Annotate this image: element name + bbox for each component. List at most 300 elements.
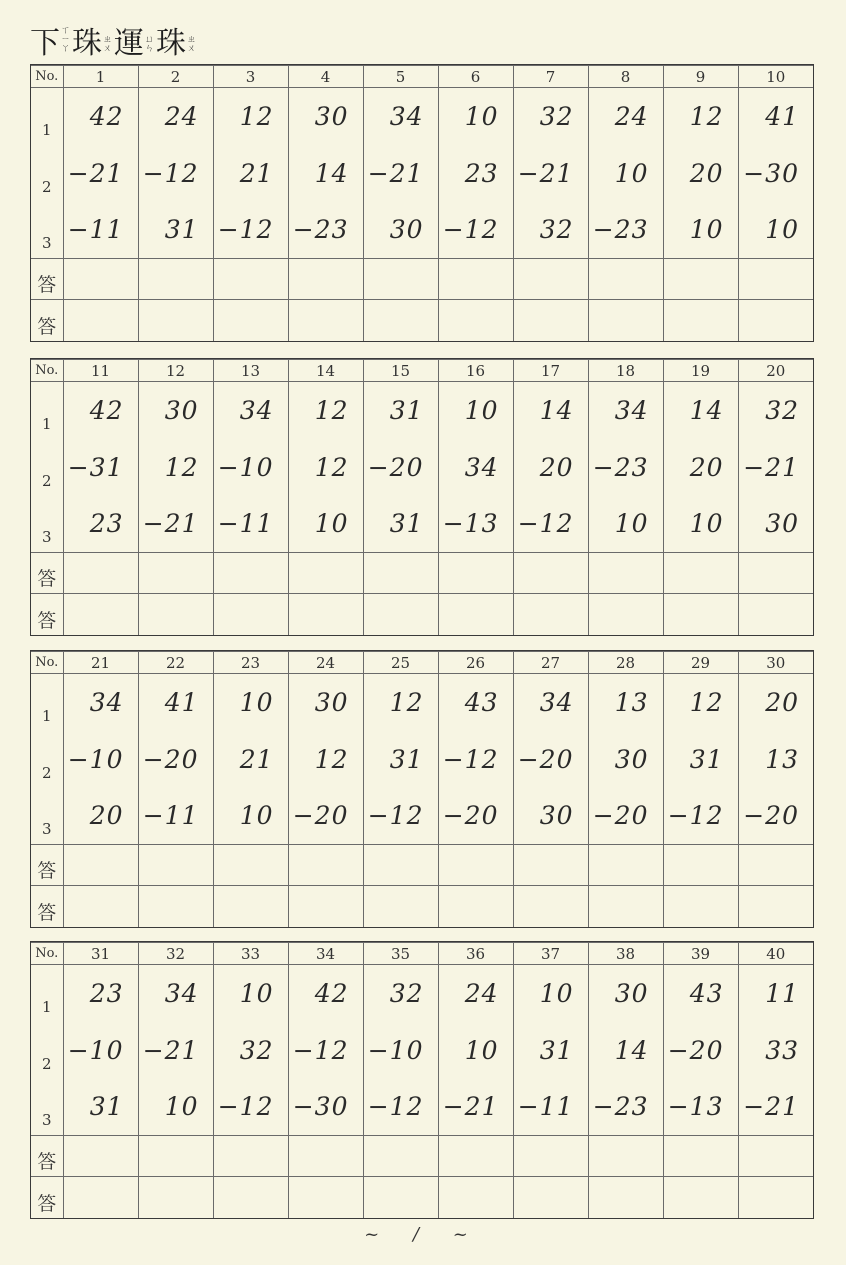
answer-cell[interactable]	[363, 594, 438, 635]
problem-number: 37	[513, 943, 588, 965]
exercise-block	[30, 650, 814, 928]
number-cell: 42	[63, 88, 138, 145]
number-cell: 31	[663, 731, 738, 788]
number-row	[31, 788, 813, 845]
number-cell: 14	[513, 382, 588, 439]
answer-cell[interactable]	[438, 259, 513, 300]
answer-label: 答	[31, 1136, 63, 1177]
answer-label: 答	[31, 886, 63, 927]
problem-number: 14	[288, 360, 363, 382]
problem-number: 8	[588, 66, 663, 88]
bopomofo-symbol: ㄒ	[61, 26, 71, 36]
number-cell: 30	[288, 674, 363, 731]
number-cell: 13	[588, 674, 663, 731]
answer-cell[interactable]	[213, 1177, 288, 1218]
answer-label: 答	[31, 1177, 63, 1218]
problem-number: 13	[213, 360, 288, 382]
answer-row	[31, 259, 813, 300]
number-row	[31, 496, 813, 553]
header-row	[31, 943, 813, 965]
answer-cell[interactable]	[438, 845, 513, 886]
number-cell: −11	[213, 496, 288, 553]
bopomofo-annotation	[61, 27, 70, 54]
number-cell: 13	[738, 731, 813, 788]
number-row	[31, 1022, 813, 1079]
problem-number: 25	[363, 652, 438, 674]
number-cell: 34	[63, 674, 138, 731]
answer-cell[interactable]	[663, 886, 738, 927]
answer-cell[interactable]	[138, 886, 213, 927]
number-cell: 10	[213, 788, 288, 845]
answer-cell[interactable]	[738, 594, 813, 635]
number-cell: 10	[663, 202, 738, 259]
header-row	[31, 652, 813, 674]
number-row	[31, 731, 813, 788]
number-cell: 32	[363, 965, 438, 1022]
number-cell: 31	[63, 1079, 138, 1136]
title-char: 珠	[72, 26, 103, 61]
answer-cell[interactable]	[288, 594, 363, 635]
number-cell: 30	[738, 496, 813, 553]
answer-cell[interactable]	[663, 1177, 738, 1218]
answer-cell[interactable]	[588, 845, 663, 886]
problem-number: 9	[663, 66, 738, 88]
answer-cell[interactable]	[63, 553, 138, 594]
answer-cell[interactable]	[288, 1177, 363, 1218]
problem-number: 4	[288, 66, 363, 88]
number-cell: 31	[363, 731, 438, 788]
problem-number: 10	[738, 66, 813, 88]
number-cell: 32	[213, 1022, 288, 1079]
number-cell: −10	[213, 439, 288, 496]
number-cell: 12	[288, 439, 363, 496]
number-cell: −21	[138, 1022, 213, 1079]
answer-cell[interactable]	[588, 259, 663, 300]
number-cell: 34	[438, 439, 513, 496]
number-cell: 30	[363, 202, 438, 259]
answer-cell[interactable]	[513, 259, 588, 300]
number-cell: 32	[513, 202, 588, 259]
number-cell: 10	[138, 1079, 213, 1136]
number-cell: −21	[138, 496, 213, 553]
number-cell: 10	[588, 145, 663, 202]
problem-number: 17	[513, 360, 588, 382]
answer-cell[interactable]	[63, 845, 138, 886]
number-cell: 10	[438, 1022, 513, 1079]
number-cell: 24	[438, 965, 513, 1022]
problem-number: 22	[138, 652, 213, 674]
problem-number: 33	[213, 943, 288, 965]
number-cell: 30	[588, 965, 663, 1022]
row-label: 1	[31, 382, 63, 439]
answer-cell[interactable]	[663, 300, 738, 341]
answer-cell[interactable]	[438, 886, 513, 927]
answer-cell[interactable]	[438, 594, 513, 635]
problem-number: 24	[288, 652, 363, 674]
number-cell: 12	[213, 88, 288, 145]
number-cell: −31	[63, 439, 138, 496]
problem-number: 34	[288, 943, 363, 965]
row-label: 2	[31, 1022, 63, 1079]
number-cell: −20	[363, 439, 438, 496]
problem-number: 40	[738, 943, 813, 965]
answer-cell[interactable]	[588, 886, 663, 927]
number-cell: 12	[363, 674, 438, 731]
number-cell: 12	[288, 382, 363, 439]
number-cell: 12	[663, 88, 738, 145]
number-row	[31, 1079, 813, 1136]
row-label: 1	[31, 674, 63, 731]
number-cell: 10	[438, 382, 513, 439]
number-cell: 20	[513, 439, 588, 496]
answer-cell[interactable]	[363, 1136, 438, 1177]
number-cell: −21	[738, 1079, 813, 1136]
number-cell: −12	[363, 1079, 438, 1136]
number-cell: −23	[288, 202, 363, 259]
answer-cell[interactable]	[138, 300, 213, 341]
answer-cell[interactable]	[438, 300, 513, 341]
answer-cell[interactable]	[513, 594, 588, 635]
number-cell: 14	[588, 1022, 663, 1079]
answer-cell[interactable]	[588, 300, 663, 341]
answer-cell[interactable]	[213, 845, 288, 886]
number-row	[31, 382, 813, 439]
answer-cell[interactable]	[663, 259, 738, 300]
answer-cell[interactable]	[213, 594, 288, 635]
header-row	[31, 360, 813, 382]
answer-cell[interactable]	[138, 553, 213, 594]
answer-row	[31, 553, 813, 594]
number-cell: 42	[288, 965, 363, 1022]
number-row	[31, 202, 813, 259]
number-cell: 31	[513, 1022, 588, 1079]
number-cell: 10	[738, 202, 813, 259]
row-label: 2	[31, 731, 63, 788]
number-cell: 30	[588, 731, 663, 788]
problem-number: 20	[738, 360, 813, 382]
answer-cell[interactable]	[588, 553, 663, 594]
answer-cell[interactable]	[513, 845, 588, 886]
row-label: 2	[31, 439, 63, 496]
number-cell: 11	[738, 965, 813, 1022]
number-cell: −23	[588, 1079, 663, 1136]
title-char: 運	[114, 26, 145, 61]
answer-cell[interactable]	[63, 1177, 138, 1218]
answer-cell[interactable]	[363, 553, 438, 594]
number-cell: −20	[663, 1022, 738, 1079]
exercise-block	[30, 941, 814, 1219]
answer-cell[interactable]	[663, 594, 738, 635]
answer-cell[interactable]	[63, 1136, 138, 1177]
answer-cell[interactable]	[288, 886, 363, 927]
page-number: ~ / ~	[364, 1224, 482, 1245]
problem-number: 5	[363, 66, 438, 88]
problem-number: 12	[138, 360, 213, 382]
bopomofo-annotation	[187, 36, 196, 54]
number-cell: −12	[213, 202, 288, 259]
answer-cell[interactable]	[513, 886, 588, 927]
number-cell: −12	[663, 788, 738, 845]
bopomofo-symbol: ㄓ	[103, 35, 113, 45]
answer-label: 答	[31, 553, 63, 594]
number-cell: −23	[588, 202, 663, 259]
answer-cell[interactable]	[288, 259, 363, 300]
bopomofo-symbol: ㄓ	[187, 35, 197, 45]
answer-cell[interactable]	[588, 594, 663, 635]
answer-cell[interactable]	[213, 259, 288, 300]
no-label: No.	[31, 66, 63, 88]
number-cell: −20	[438, 788, 513, 845]
number-cell: 32	[738, 382, 813, 439]
number-cell: −20	[138, 731, 213, 788]
no-label: No.	[31, 943, 63, 965]
problem-number: 26	[438, 652, 513, 674]
number-cell: −20	[513, 731, 588, 788]
bopomofo-symbol: ㄚ	[61, 44, 71, 54]
answer-cell[interactable]	[363, 1177, 438, 1218]
problem-number: 11	[63, 360, 138, 382]
number-cell: −11	[63, 202, 138, 259]
number-cell: −13	[438, 496, 513, 553]
number-cell: 41	[738, 88, 813, 145]
number-cell: 20	[663, 145, 738, 202]
problem-number: 27	[513, 652, 588, 674]
answer-cell[interactable]	[288, 553, 363, 594]
row-label: 3	[31, 1079, 63, 1136]
number-cell: 10	[213, 674, 288, 731]
answer-row	[31, 1136, 813, 1177]
answer-cell[interactable]	[363, 886, 438, 927]
row-label: 3	[31, 496, 63, 553]
number-cell: 23	[63, 965, 138, 1022]
number-cell: 31	[363, 382, 438, 439]
exercise-block	[30, 64, 814, 342]
number-cell: −11	[138, 788, 213, 845]
answer-cell[interactable]	[438, 1177, 513, 1218]
number-row	[31, 965, 813, 1022]
answer-cell[interactable]	[63, 259, 138, 300]
no-label: No.	[31, 360, 63, 382]
number-cell: −12	[288, 1022, 363, 1079]
number-cell: −10	[363, 1022, 438, 1079]
title-char: 珠	[156, 26, 187, 61]
number-cell: 43	[663, 965, 738, 1022]
number-cell: 24	[588, 88, 663, 145]
number-row	[31, 145, 813, 202]
answer-cell[interactable]	[138, 594, 213, 635]
number-cell: 34	[138, 965, 213, 1022]
number-cell: −11	[513, 1079, 588, 1136]
problem-number: 30	[738, 652, 813, 674]
number-cell: −21	[363, 145, 438, 202]
answer-cell[interactable]	[63, 300, 138, 341]
number-cell: 14	[288, 145, 363, 202]
problem-number: 23	[213, 652, 288, 674]
number-cell: 41	[138, 674, 213, 731]
number-row	[31, 439, 813, 496]
number-cell: −13	[663, 1079, 738, 1136]
answer-cell[interactable]	[63, 886, 138, 927]
answer-cell[interactable]	[213, 1136, 288, 1177]
number-cell: 10	[513, 965, 588, 1022]
number-cell: 14	[663, 382, 738, 439]
answer-cell[interactable]	[213, 300, 288, 341]
number-cell: 34	[513, 674, 588, 731]
problem-number: 32	[138, 943, 213, 965]
answer-cell[interactable]	[363, 300, 438, 341]
bopomofo-symbol: ㄩ	[145, 35, 155, 45]
number-cell: 23	[63, 496, 138, 553]
answer-cell[interactable]	[738, 553, 813, 594]
number-cell: 34	[213, 382, 288, 439]
number-cell: −12	[363, 788, 438, 845]
answer-cell[interactable]	[288, 1136, 363, 1177]
answer-cell[interactable]	[588, 1177, 663, 1218]
number-cell: −21	[438, 1079, 513, 1136]
answer-label: 答	[31, 594, 63, 635]
row-label: 1	[31, 88, 63, 145]
answer-cell[interactable]	[138, 1177, 213, 1218]
answer-cell[interactable]	[438, 553, 513, 594]
problem-number: 38	[588, 943, 663, 965]
number-cell: 10	[288, 496, 363, 553]
problem-number: 21	[63, 652, 138, 674]
number-cell: −12	[513, 496, 588, 553]
number-cell: 30	[138, 382, 213, 439]
number-cell: 10	[213, 965, 288, 1022]
answer-cell[interactable]	[738, 259, 813, 300]
number-row	[31, 88, 813, 145]
answer-cell[interactable]	[738, 845, 813, 886]
number-cell: 12	[288, 731, 363, 788]
problem-number: 3	[213, 66, 288, 88]
number-cell: 10	[663, 496, 738, 553]
bopomofo-symbol: ㄨ	[187, 44, 197, 54]
number-cell: 34	[363, 88, 438, 145]
number-cell: 31	[138, 202, 213, 259]
number-cell: 20	[663, 439, 738, 496]
answer-row	[31, 300, 813, 341]
number-cell: 21	[213, 731, 288, 788]
number-row	[31, 674, 813, 731]
number-cell: −20	[288, 788, 363, 845]
number-cell: −12	[138, 145, 213, 202]
number-cell: 10	[438, 88, 513, 145]
answer-cell[interactable]	[288, 845, 363, 886]
answer-cell[interactable]	[363, 845, 438, 886]
problem-number: 19	[663, 360, 738, 382]
answer-cell[interactable]	[513, 553, 588, 594]
number-cell: −30	[738, 145, 813, 202]
answer-row	[31, 845, 813, 886]
problem-number: 39	[663, 943, 738, 965]
number-cell: −23	[588, 439, 663, 496]
answer-cell[interactable]	[288, 300, 363, 341]
bopomofo-annotation	[103, 36, 112, 54]
number-cell: 12	[663, 674, 738, 731]
problem-number: 29	[663, 652, 738, 674]
number-cell: 23	[438, 145, 513, 202]
answer-cell[interactable]	[588, 1136, 663, 1177]
answer-label: 答	[31, 845, 63, 886]
answer-cell[interactable]	[663, 845, 738, 886]
problem-number: 35	[363, 943, 438, 965]
problem-number: 15	[363, 360, 438, 382]
problem-number: 7	[513, 66, 588, 88]
answer-cell[interactable]	[513, 1177, 588, 1218]
problem-number: 28	[588, 652, 663, 674]
answer-cell[interactable]	[738, 1136, 813, 1177]
number-cell: −20	[738, 788, 813, 845]
answer-cell[interactable]	[138, 1136, 213, 1177]
bopomofo-symbol: ㄨ	[103, 44, 113, 54]
number-cell: 21	[213, 145, 288, 202]
answer-cell[interactable]	[138, 259, 213, 300]
number-cell: −21	[738, 439, 813, 496]
answer-cell[interactable]	[513, 300, 588, 341]
problem-number: 1	[63, 66, 138, 88]
exercise-block	[30, 358, 814, 636]
answer-cell[interactable]	[663, 553, 738, 594]
no-label: No.	[31, 652, 63, 674]
answer-cell[interactable]	[213, 886, 288, 927]
number-cell: 20	[63, 788, 138, 845]
bopomofo-symbol: ㄧ	[61, 35, 71, 45]
number-cell: −12	[438, 731, 513, 788]
number-cell: 10	[588, 496, 663, 553]
number-cell: 30	[513, 788, 588, 845]
problem-number: 36	[438, 943, 513, 965]
number-cell: 42	[63, 382, 138, 439]
answer-cell[interactable]	[738, 1177, 813, 1218]
header-row	[31, 66, 813, 88]
number-cell: −10	[63, 731, 138, 788]
number-cell: −12	[438, 202, 513, 259]
bopomofo-symbol: ㄣ	[145, 44, 155, 54]
answer-cell[interactable]	[213, 553, 288, 594]
problem-number: 31	[63, 943, 138, 965]
number-cell: −12	[213, 1079, 288, 1136]
title-char: 下	[30, 26, 60, 61]
answer-cell[interactable]	[738, 300, 813, 341]
number-cell: 12	[138, 439, 213, 496]
number-cell: −21	[63, 145, 138, 202]
answer-cell[interactable]	[738, 886, 813, 927]
problem-number: 6	[438, 66, 513, 88]
problem-number: 16	[438, 360, 513, 382]
row-label: 1	[31, 965, 63, 1022]
answer-cell[interactable]	[663, 1136, 738, 1177]
answer-cell[interactable]	[138, 845, 213, 886]
number-cell: 32	[513, 88, 588, 145]
number-cell: −30	[288, 1079, 363, 1136]
number-cell: 20	[738, 674, 813, 731]
number-cell: 24	[138, 88, 213, 145]
number-cell: −10	[63, 1022, 138, 1079]
number-cell: 30	[288, 88, 363, 145]
number-cell: 43	[438, 674, 513, 731]
row-label: 3	[31, 202, 63, 259]
answer-cell[interactable]	[438, 1136, 513, 1177]
number-cell: 31	[363, 496, 438, 553]
answer-label: 答	[31, 259, 63, 300]
answer-cell[interactable]	[363, 259, 438, 300]
problem-number: 2	[138, 66, 213, 88]
answer-cell[interactable]	[63, 594, 138, 635]
answer-cell[interactable]	[513, 1136, 588, 1177]
number-cell: −20	[588, 788, 663, 845]
answer-row	[31, 886, 813, 927]
